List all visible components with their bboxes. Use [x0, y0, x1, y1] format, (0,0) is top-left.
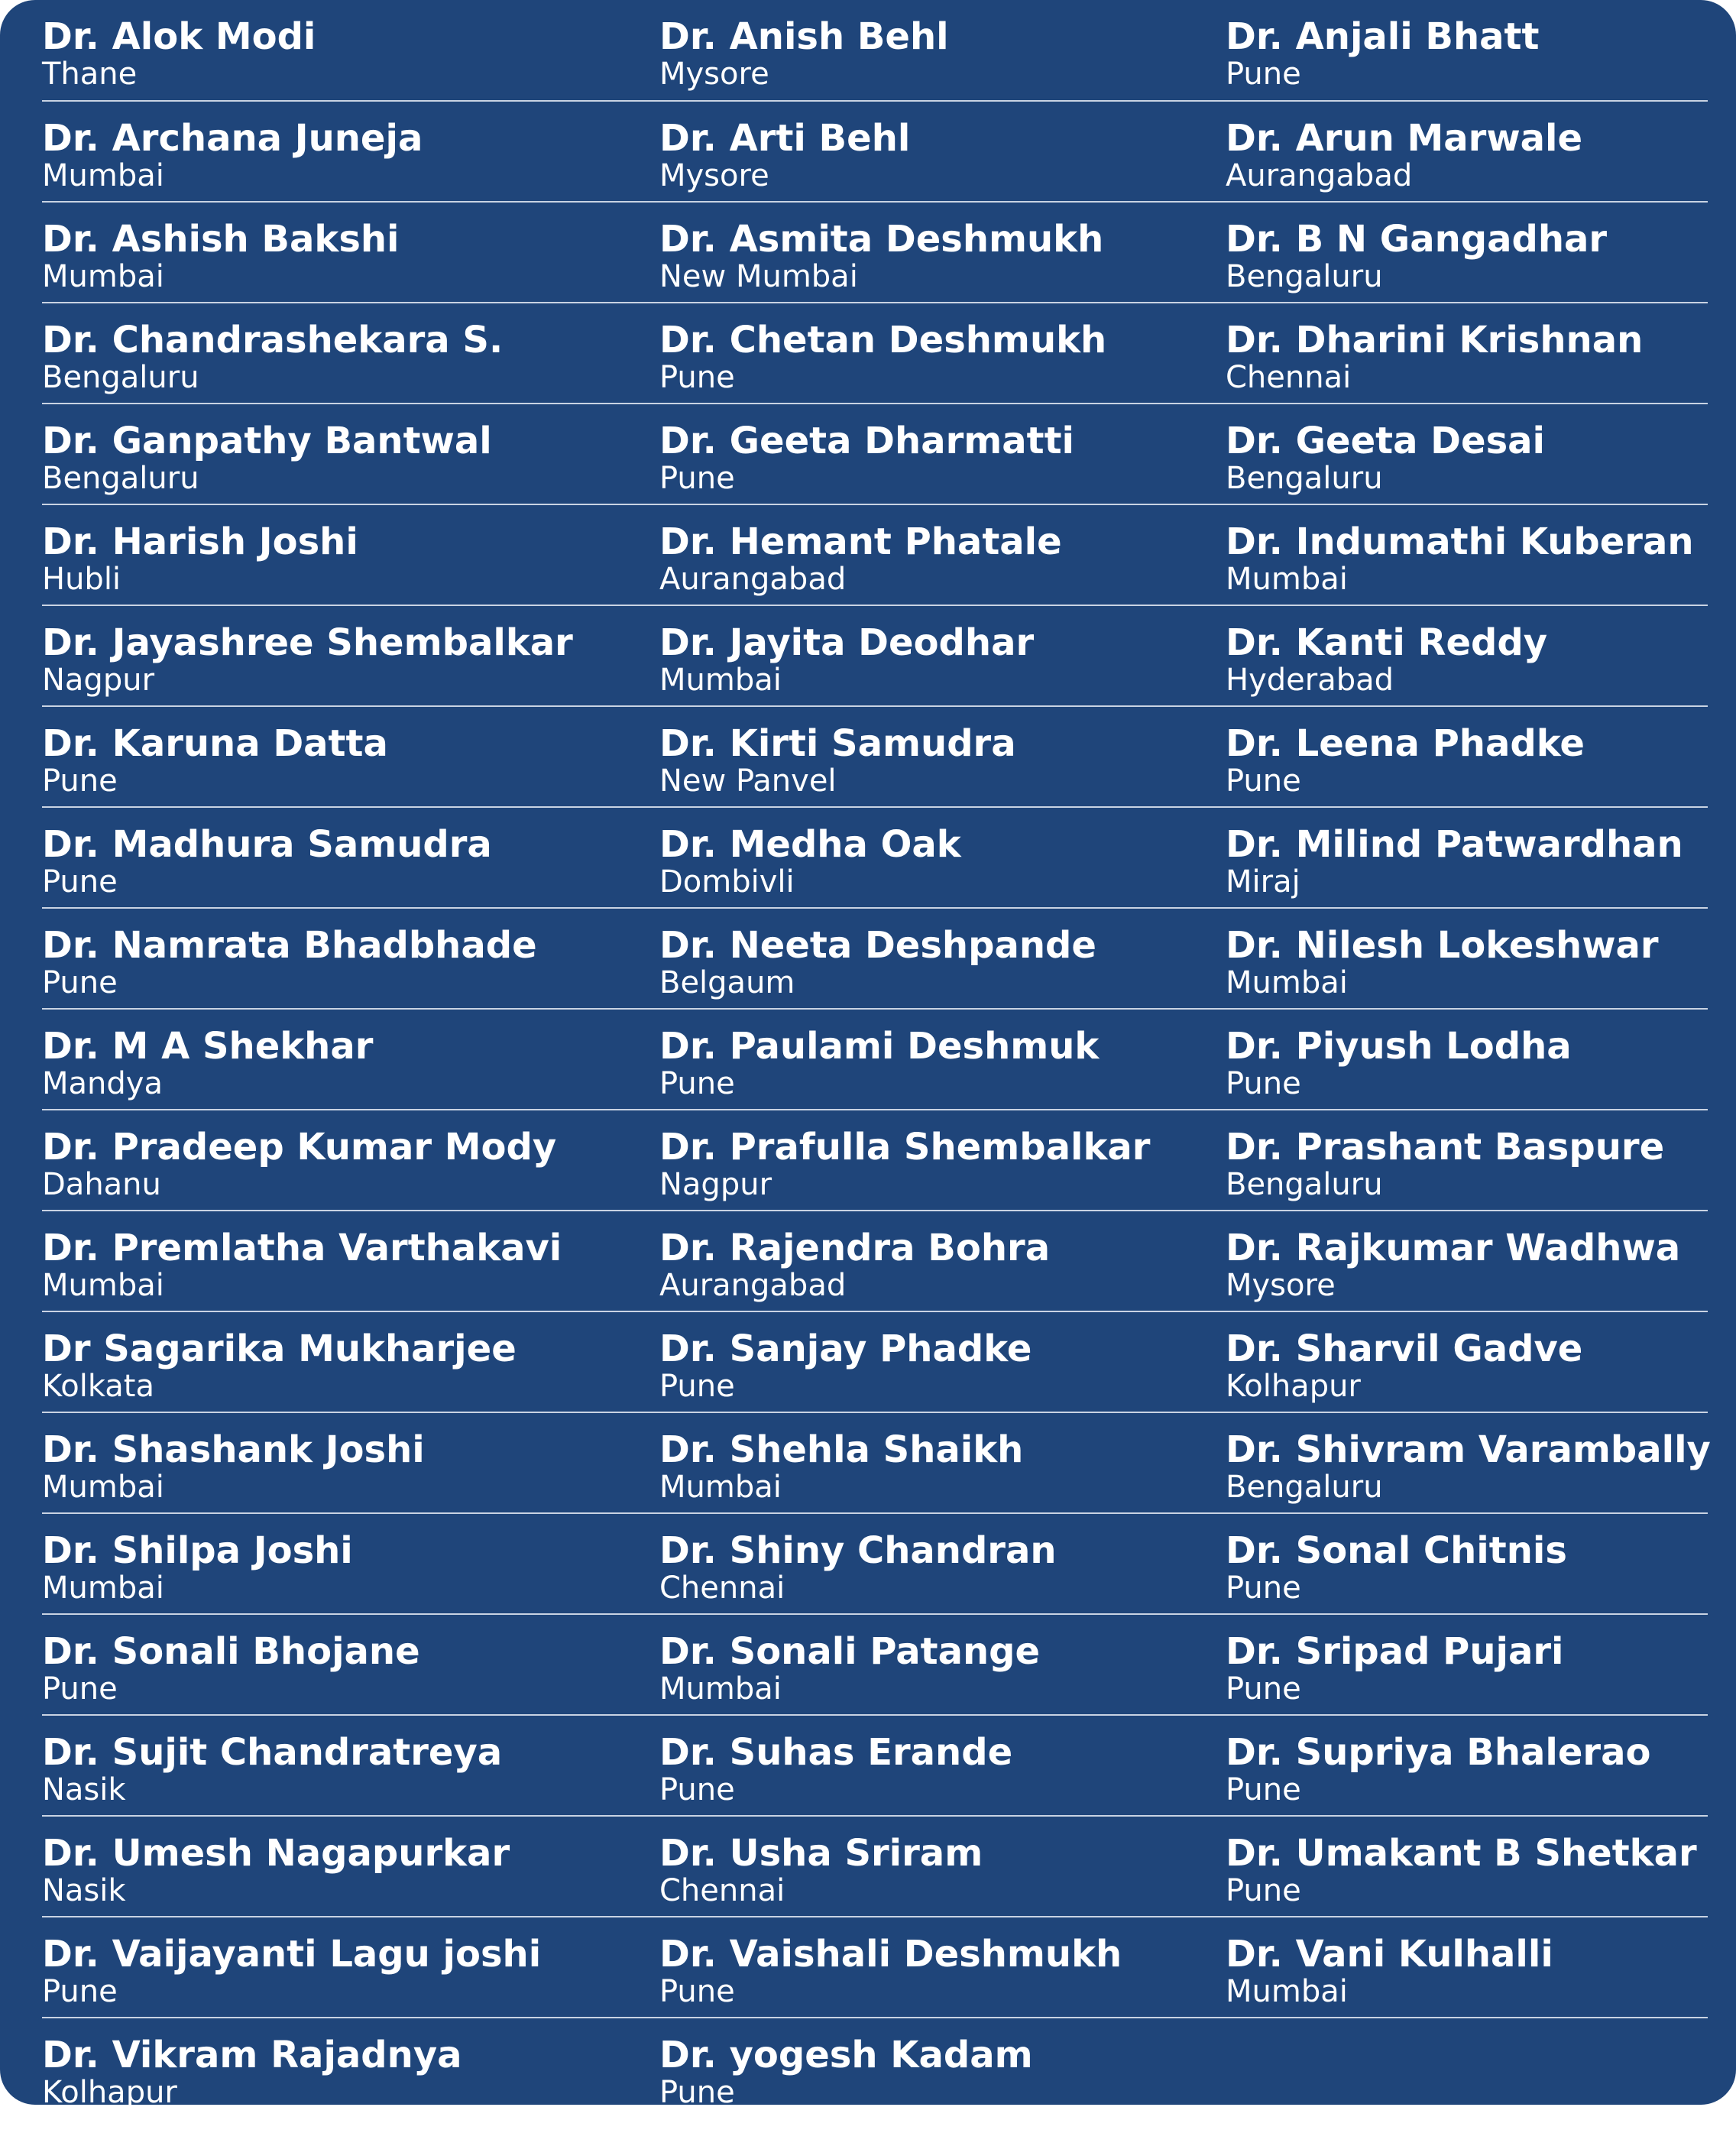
doctor-city: Pune [659, 2075, 735, 2110]
doctor-name: Dr. Shehla Shaikh [659, 1428, 1024, 1471]
doctor-name: Dr. Prafulla Shembalkar [659, 1126, 1151, 1169]
doctor-row [42, 102, 1708, 203]
doctor-name: Dr. Vani Kulhalli [1226, 1933, 1553, 1976]
doctor-row [42, 606, 1708, 707]
doctor-entry [659, 505, 1062, 597]
doctor-city: Pune [1226, 1873, 1301, 1908]
doctor-city: New Panvel [659, 763, 837, 799]
doctor-city: Mysore [1226, 1268, 1336, 1303]
doctor-entry [1226, 1110, 1664, 1202]
doctor-name: Dr. Geeta Desai [1226, 420, 1545, 462]
doctor-name: Dr. Milind Patwardhan [1226, 823, 1683, 866]
doctor-city: Pune [42, 763, 118, 799]
doctor-name: Dr. Dharini Krishnan [1226, 319, 1644, 361]
doctor-name: Dr. Arti Behl [659, 117, 911, 160]
doctor-name: Dr. Leena Phadke [1226, 722, 1585, 765]
doctor-name: Dr. Sanjay Phadke [659, 1327, 1032, 1370]
doctor-row [42, 203, 1708, 303]
doctor-name: Dr. Supriya Bhalerao [1226, 1731, 1651, 1774]
doctor-row [42, 1010, 1708, 1110]
doctor-city: Pune [659, 1772, 735, 1807]
doctor-city: Pune [42, 1974, 118, 2009]
doctor-grid [42, 0, 1711, 2133]
doctor-entry [1226, 606, 1547, 698]
doctor-entry [659, 909, 1096, 1000]
doctor-entry [1226, 707, 1585, 799]
doctor-name: Dr. Sonali Patange [659, 1630, 1041, 1673]
doctor-name: Dr. B N Gangadhar [1226, 218, 1608, 261]
doctor-entry [1226, 303, 1643, 395]
doctor-city: Bengaluru [42, 461, 199, 496]
doctor-entry [42, 1010, 373, 1101]
doctor-name: Dr. Pradeep Kumar Mody [42, 1126, 557, 1169]
doctor-entry [659, 1413, 1023, 1505]
doctor-city: Mysore [659, 158, 769, 193]
doctor-row [42, 1312, 1708, 1413]
doctor-entry [659, 1817, 983, 1908]
doctor-row [42, 1413, 1711, 1514]
doctor-name: Dr. Ashish Bakshi [42, 218, 400, 261]
doctor-name: Dr. Suhas Erande [659, 1731, 1013, 1774]
doctor-entry [1226, 1917, 1553, 2009]
doctor-entry [42, 2018, 462, 2110]
doctor-entry [659, 1110, 1150, 1202]
doctor-entry [1226, 1817, 1697, 1908]
doctor-entry [42, 1817, 510, 1908]
doctor-city: Aurangabad [659, 1268, 847, 1303]
doctor-entry [42, 102, 423, 193]
doctor-city: Pune [1226, 1772, 1301, 1807]
doctor-city: Pune [1226, 57, 1301, 92]
doctor-city: New Mumbai [659, 259, 858, 294]
doctor-name: Dr. Vaishali Deshmukh [659, 1933, 1122, 1976]
doctor-name: Dr. Chandrashekara S. [42, 319, 504, 361]
doctor-name: Dr. Umakant B Shetkar [1226, 1832, 1697, 1875]
doctor-entry [1226, 909, 1659, 1000]
doctor-row [42, 1110, 1708, 1211]
doctor-entry [1226, 505, 1694, 597]
doctor-city: Pune [1226, 1671, 1301, 1707]
doctor-city: Aurangabad [659, 562, 847, 597]
doctor-name: Dr. Prashant Baspure [1226, 1126, 1665, 1169]
doctor-name: Dr. Piyush Lodha [1226, 1025, 1572, 1068]
doctor-name: Dr. Harish Joshi [42, 520, 358, 563]
doctor-city: Kolhapur [1226, 1369, 1361, 1404]
doctor-city: Bengaluru [1226, 1167, 1383, 1202]
doctor-name: Dr. Premlatha Varthakavi [42, 1227, 562, 1269]
doctor-entry [1226, 1615, 1563, 1707]
doctor-row [42, 1917, 1708, 2018]
doctor-name: Dr. Indumathi Kuberan [1226, 520, 1694, 563]
doctor-entry [42, 203, 400, 294]
doctor-city: Hubli [42, 562, 121, 597]
doctor-entry [42, 1312, 517, 1404]
doctor-city: Pune [659, 461, 735, 496]
doctor-entry [659, 707, 1016, 799]
doctor-city: Mumbai [42, 1470, 164, 1505]
doctor-entry [42, 1917, 541, 2009]
doctor-entry [42, 505, 358, 597]
doctor-name: Dr. Shashank Joshi [42, 1428, 425, 1471]
doctor-name: Dr. Hemant Phatale [659, 520, 1062, 563]
doctor-entry [659, 404, 1074, 496]
doctor-city: Pune [659, 1066, 735, 1101]
doctor-city: Pune [1226, 1571, 1301, 1606]
doctor-entry [42, 1110, 556, 1202]
doctor-city: Pune [42, 864, 118, 900]
doctor-name: Dr. Namrata Bhadbhade [42, 924, 537, 967]
doctor-name: Dr. Shivram Varambally [1226, 1428, 1711, 1471]
doctor-name: Dr. Shiny Chandran [659, 1529, 1057, 1572]
doctor-entry [659, 203, 1103, 294]
doctor-name: Dr. Alok Modi [42, 15, 316, 58]
doctor-entry [1226, 1514, 1567, 1606]
doctor-city: Chennai [659, 1571, 785, 1606]
doctor-entry [659, 1514, 1057, 1606]
doctor-name: Dr. Kanti Reddy [1226, 621, 1548, 664]
doctor-city: Mumbai [659, 1470, 782, 1505]
doctor-city: Mumbai [659, 663, 782, 698]
doctor-name: Dr. Rajendra Bohra [659, 1227, 1051, 1269]
doctor-city: Aurangabad [1226, 158, 1413, 193]
doctor-city: Bengaluru [1226, 259, 1383, 294]
doctor-name: Dr. Usha Sriram [659, 1832, 983, 1875]
doctor-entry [659, 0, 949, 92]
doctor-name: Dr. Anjali Bhatt [1226, 15, 1540, 58]
doctor-entry [659, 303, 1106, 395]
doctor-entry [659, 1312, 1032, 1404]
doctor-row [42, 1211, 1708, 1312]
doctor-entry [42, 1514, 353, 1606]
doctor-entry [1226, 1211, 1680, 1303]
doctor-city: Bengaluru [1226, 461, 1383, 496]
doctor-city: Pune [659, 1369, 735, 1404]
doctor-entry [659, 1615, 1040, 1707]
doctor-row [42, 808, 1708, 909]
doctor-city: Hyderabad [1226, 663, 1394, 698]
doctor-city: Kolhapur [42, 2075, 177, 2110]
doctor-entry [42, 707, 388, 799]
doctor-city: Bengaluru [42, 360, 199, 395]
doctor-city: Mumbai [42, 259, 164, 294]
doctor-row [42, 1615, 1708, 1716]
doctor-name: Dr. M A Shekhar [42, 1025, 374, 1068]
doctor-name: Dr. Paulami Deshmuk [659, 1025, 1100, 1068]
doctor-name: Dr. Medha Oak [659, 823, 961, 866]
doctor-city: Bengaluru [1226, 1470, 1383, 1505]
doctor-city: Mumbai [1226, 1974, 1348, 2009]
doctor-name: Dr. Vaijayanti Lagu joshi [42, 1933, 542, 1976]
doctor-entry [42, 303, 503, 395]
doctor-entry [659, 1211, 1050, 1303]
doctor-entry [659, 1716, 1012, 1807]
doctor-entry [659, 606, 1034, 698]
doctor-entry [1226, 1413, 1711, 1505]
doctor-entry [42, 1716, 502, 1807]
doctor-city: Chennai [1226, 360, 1352, 395]
doctor-entry [1226, 1716, 1650, 1807]
doctor-city: Pune [659, 360, 735, 395]
doctor-city: Miraj [1226, 864, 1300, 900]
doctor-name: Dr. Archana Juneja [42, 117, 423, 160]
doctor-entry [1226, 203, 1607, 294]
doctor-name: Dr. Geeta Dharmatti [659, 420, 1074, 462]
doctor-entry [1226, 102, 1582, 193]
doctor-entry [42, 1615, 420, 1707]
doctor-name: Dr. Anish Behl [659, 15, 949, 58]
doctor-row [42, 505, 1708, 606]
doctor-name: Dr. Sripad Pujari [1226, 1630, 1564, 1673]
doctor-name: Dr. Rajkumar Wadhwa [1226, 1227, 1681, 1269]
doctor-name: Dr. Shilpa Joshi [42, 1529, 353, 1572]
doctor-entry [659, 102, 910, 193]
doctor-city: Pune [42, 1671, 118, 1707]
doctor-city: Kolkata [42, 1369, 154, 1404]
doctor-city: Dahanu [42, 1167, 161, 1202]
doctor-name: Dr. Sonali Bhojane [42, 1630, 420, 1673]
doctor-city: Chennai [659, 1873, 785, 1908]
doctor-city: Nagpur [42, 663, 155, 698]
doctor-city: Pune [1226, 1066, 1301, 1101]
doctor-city: Mandya [42, 1066, 163, 1101]
doctor-name: Dr. Vikram Rajadnya [42, 2034, 462, 2076]
doctor-city: Nasik [42, 1873, 126, 1908]
doctor-city: Mumbai [659, 1671, 782, 1707]
doctor-city: Mumbai [42, 1571, 164, 1606]
doctor-entry [1226, 1312, 1582, 1404]
doctor-city: Nasik [42, 1772, 126, 1807]
doctor-entry [42, 606, 573, 698]
doctor-city: Belgaum [659, 965, 795, 1000]
doctor-name: Dr. Neeta Deshpande [659, 924, 1096, 967]
doctor-name: Dr. Sonal Chitnis [1226, 1529, 1567, 1572]
doctor-entry [659, 1917, 1122, 2009]
doctor-row [42, 1817, 1708, 1917]
doctor-entry [42, 404, 492, 496]
doctor-row [42, 303, 1708, 404]
doctor-city: Pune [659, 1974, 735, 2009]
doctor-name: Dr. Jayashree Shembalkar [42, 621, 573, 664]
doctor-city: Pune [42, 965, 118, 1000]
doctor-entry [42, 1211, 562, 1303]
doctor-city: Dombivli [659, 864, 795, 900]
doctor-city: Mumbai [1226, 965, 1348, 1000]
doctor-name: Dr. Kirti Samudra [659, 722, 1016, 765]
doctor-name: Dr. Madhura Samudra [42, 823, 492, 866]
doctor-name: Dr Sagarika Mukharjee [42, 1327, 517, 1370]
doctor-row [42, 404, 1708, 505]
doctor-entry [659, 2018, 1033, 2110]
doctor-name: Dr. Asmita Deshmukh [659, 218, 1104, 261]
doctor-name: Dr. Umesh Nagapurkar [42, 1832, 510, 1875]
doctor-entry [1226, 0, 1539, 92]
doctor-entry [1226, 808, 1683, 900]
doctor-row [42, 2018, 1708, 2133]
doctor-entry [1226, 404, 1545, 496]
doctor-name: Dr. Nilesh Lokeshwar [1226, 924, 1659, 967]
doctor-entry [659, 1010, 1099, 1101]
doctor-row [42, 0, 1708, 102]
doctor-name: Dr. Arun Marwale [1226, 117, 1583, 160]
doctor-city: Thane [42, 57, 138, 92]
doctor-city: Mysore [659, 57, 769, 92]
doctor-name: Dr. Sharvil Gadve [1226, 1327, 1583, 1370]
doctor-name: Dr. yogesh Kadam [659, 2034, 1033, 2076]
doctor-city: Mumbai [42, 1268, 164, 1303]
doctor-name: Dr. Jayita Deodhar [659, 621, 1035, 664]
doctor-name: Dr. Ganpathy Bantwal [42, 420, 492, 462]
doctor-city: Mumbai [1226, 562, 1348, 597]
doctor-name: Dr. Karuna Datta [42, 722, 388, 765]
doctor-city: Nagpur [659, 1167, 772, 1202]
doctor-city: Mumbai [42, 158, 164, 193]
doctor-entry [42, 808, 492, 900]
doctor-city: Pune [1226, 763, 1301, 799]
doctor-entry [42, 0, 316, 92]
doctor-row [42, 1716, 1708, 1817]
doctor-row [42, 1514, 1708, 1615]
doctor-entry [1226, 1010, 1572, 1101]
doctor-entry [659, 808, 961, 900]
doctor-entry [42, 1413, 425, 1505]
doctor-name: Dr. Sujit Chandratreya [42, 1731, 503, 1774]
doctor-name: Dr. Chetan Deshmukh [659, 319, 1107, 361]
doctor-row [42, 909, 1708, 1010]
doctor-row [42, 707, 1708, 808]
doctor-entry [42, 909, 537, 1000]
